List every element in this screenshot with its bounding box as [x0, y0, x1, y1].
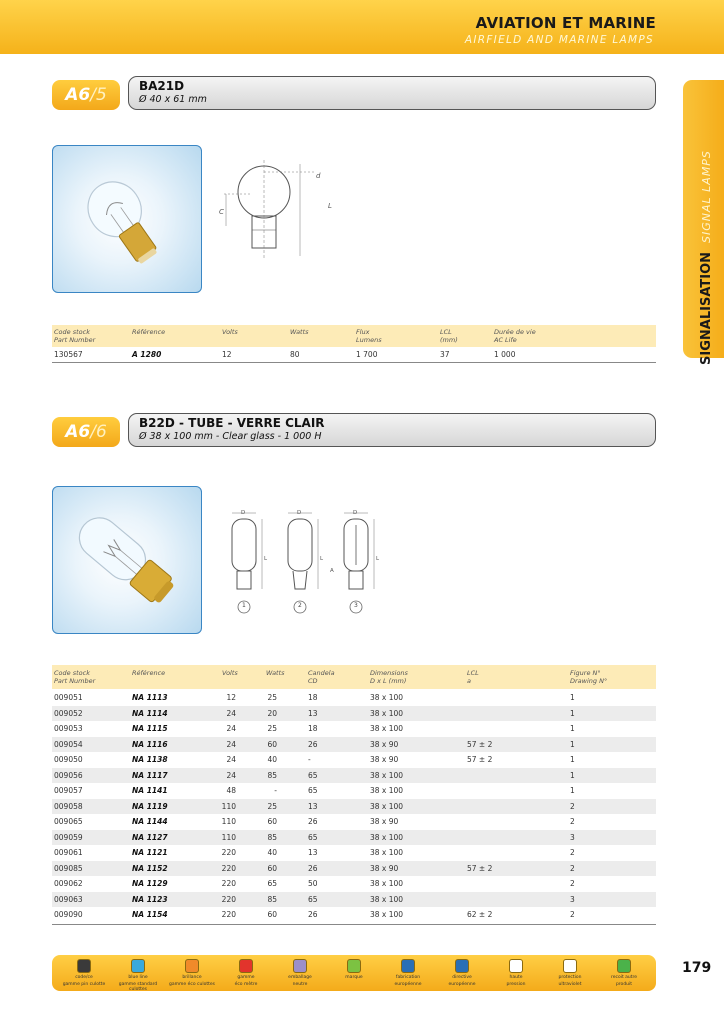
s2-cell: 1 — [570, 693, 575, 702]
bulb-ba21d-image — [53, 146, 201, 292]
s2-cell: 18 — [308, 724, 318, 733]
s2-cell-reference: NA 1116 — [132, 739, 168, 749]
section2-technical-drawings — [222, 505, 378, 617]
s2-cell: 60 — [267, 863, 277, 873]
s2-cell: 3 — [570, 832, 575, 842]
s2-cell: 009051 — [54, 693, 83, 702]
s2-cell: 220 — [221, 894, 236, 904]
legend-label-line1: protection — [558, 975, 582, 980]
s2-cell: 009052 — [54, 708, 83, 718]
s1-cell: 1 000 — [494, 350, 516, 359]
bulb-b22d-tube-image — [53, 487, 201, 633]
s2-cell: 26 — [308, 739, 318, 749]
legend-badge-icon — [617, 959, 631, 973]
s2-table-bottom-rule — [52, 924, 656, 925]
s2-cell: 1 — [570, 786, 575, 795]
legend-label-line2: européenne — [394, 982, 422, 987]
s2-cell-reference: NA 1123 — [132, 894, 168, 904]
s2-cell: 62 ± 2 — [467, 910, 493, 919]
s2-cell: 1 — [570, 755, 575, 764]
legend-label-line1: code/ce — [75, 975, 93, 980]
s2-col-header — [266, 669, 285, 677]
s2-cell-reference: NA 1119 — [132, 801, 168, 811]
s2-cell: 12 — [226, 693, 236, 702]
s1-col-header-line2: (mm) — [440, 336, 458, 344]
s2-col-header — [370, 669, 408, 685]
s2-cell: 2 — [570, 817, 575, 826]
s2-cell-reference: NA 1127 — [132, 832, 168, 842]
s2-col-header-line1: Référence — [132, 669, 166, 677]
s2-cell: 2 — [570, 801, 575, 811]
s2-cell: 57 ± 2 — [467, 863, 493, 873]
s2-cell: 38 x 100 — [370, 832, 404, 842]
s1-cell: 1 700 — [356, 350, 378, 359]
s2-cell: 25 — [267, 693, 277, 702]
s1-cell: 12 — [222, 350, 232, 359]
s2-cell: 85 — [267, 770, 277, 780]
legend-badge-icon — [347, 959, 361, 973]
s2-cell-reference: NA 1152 — [132, 863, 168, 873]
s2-cell-reference: NA 1129 — [132, 879, 168, 888]
s2-cell: 009054 — [54, 739, 83, 749]
legend-label-line2: gamme pin culotte — [62, 982, 106, 987]
s2-col-header-line1: Figure N° — [570, 669, 601, 677]
s2-cell: 220 — [221, 879, 236, 888]
s2-cell: 26 — [308, 817, 318, 826]
s1-col-header — [440, 328, 458, 344]
drawing-number-3: 3 — [354, 602, 358, 609]
s1-col-header — [132, 328, 165, 336]
drawing2-label-l-2: L — [320, 556, 324, 562]
s2-cell: 65 — [308, 894, 318, 904]
s2-cell: 65 — [308, 832, 318, 842]
s2-col-header — [222, 669, 238, 677]
s2-cell: 009062 — [54, 879, 83, 888]
page-subtitle: AIRFIELD AND MARINE LAMPS — [464, 34, 654, 46]
section1-badge-main: A6 — [65, 85, 91, 105]
s2-cell: 009056 — [54, 770, 83, 780]
s2-cell: 009065 — [54, 817, 83, 826]
section2-subtitle: Ø 38 x 100 mm - Clear glass - 1 000 H — [139, 431, 322, 442]
section1-title-box — [128, 76, 656, 110]
s2-cell: 48 — [226, 786, 236, 795]
s2-cell-reference: NA 1154 — [132, 910, 168, 919]
section1-badge-sub: /5 — [90, 85, 107, 105]
s2-cell: 20 — [267, 708, 277, 718]
section1-badge — [52, 80, 120, 110]
legend-badge-icon — [509, 959, 523, 973]
s2-cell: 009050 — [54, 755, 83, 764]
legend-badge-icon — [401, 959, 415, 973]
s2-cell: 38 x 90 — [370, 863, 399, 873]
s2-cell: 40 — [267, 848, 277, 857]
s2-col-header-line2: CD — [308, 677, 318, 685]
legend-label-line1: blue line — [128, 975, 148, 980]
s2-cell: 26 — [308, 863, 318, 873]
s2-cell: 25 — [267, 724, 277, 733]
s2-cell: 220 — [221, 910, 236, 919]
s1-col-header — [494, 328, 536, 344]
s1-col-header-line2: AC Life — [494, 336, 517, 344]
s1-col-header-line1: Watts — [290, 328, 309, 336]
legend-label-line1: directive — [452, 975, 472, 980]
s1-col-header-line1: Durée de vie — [494, 328, 536, 336]
legend-label-line2: gamme éco culottes — [169, 982, 215, 987]
s1-col-header — [222, 328, 238, 336]
s2-cell: 13 — [308, 708, 318, 718]
s2-cell: 60 — [267, 739, 277, 749]
s2-cell-reference: NA 1141 — [132, 786, 168, 795]
drawing2-label-d: D — [241, 510, 246, 516]
s2-cell: 38 x 100 — [370, 848, 404, 857]
s2-cell: 38 x 90 — [370, 817, 399, 826]
s1-cell-reference: A 1280 — [132, 350, 162, 359]
legend-label-line1: marque — [345, 975, 363, 980]
s2-cell: 2 — [570, 863, 575, 873]
s2-cell-reference: NA 1113 — [132, 693, 168, 702]
footer-legend-item — [168, 959, 216, 987]
s2-col-header-line2: Drawing N° — [570, 677, 608, 685]
footer-legend-item — [384, 959, 432, 987]
legend-badge-icon — [185, 959, 199, 973]
s2-cell: 38 x 100 — [370, 910, 404, 919]
section2-badge — [52, 417, 120, 447]
s2-cell: 38 x 100 — [370, 786, 404, 795]
legend-badge-icon — [293, 959, 307, 973]
s2-cell: 009053 — [54, 724, 83, 733]
legend-badge-icon — [131, 959, 145, 973]
s1-cell: 130567 — [54, 350, 83, 359]
legend-label-line2: éco mètre — [234, 982, 258, 987]
s2-cell: 38 x 100 — [370, 724, 404, 733]
s2-cell: 3 — [570, 894, 575, 904]
s2-cell: 65 — [308, 786, 318, 795]
legend-label-line1: emballage — [288, 975, 312, 980]
section2-badge-main: A6 — [65, 422, 91, 442]
footer-legend-item — [276, 959, 324, 987]
legend-label-line1: haute — [509, 975, 523, 980]
section1-photo — [52, 145, 202, 293]
section1-title: BA21D — [139, 79, 185, 93]
s2-cell: 1 — [570, 739, 575, 749]
s2-cell: 1 — [570, 724, 575, 733]
s1-col-header-line1: Code stock — [54, 328, 90, 336]
s2-col-header-line2: Part Number — [54, 677, 96, 685]
footer-legend-item — [546, 959, 594, 987]
s2-cell: 220 — [221, 848, 236, 857]
s1-cell: 37 — [440, 350, 450, 359]
drawing2-label-d-3: D — [353, 510, 358, 516]
s1-col-header-line1: Flux — [356, 328, 370, 336]
s2-cell: 26 — [308, 910, 318, 919]
legend-label-line2: ultraviolet — [558, 982, 582, 987]
s2-cell-reference: NA 1138 — [132, 755, 168, 764]
section2-badge-sub: /6 — [90, 422, 107, 442]
s2-cell: 009085 — [54, 863, 83, 873]
section1-subtitle: Ø 40 x 61 mm — [139, 94, 207, 105]
s2-cell: 38 x 90 — [370, 755, 399, 764]
s2-cell: 2 — [570, 879, 575, 888]
s2-cell: 60 — [267, 910, 277, 919]
s1-col-header-line2: Lumens — [356, 336, 382, 344]
s2-cell: 110 — [221, 832, 236, 842]
legend-label-line2: gamme standard culottes — [118, 982, 158, 992]
s2-cell: 38 x 100 — [370, 801, 404, 811]
s2-cell: 110 — [221, 817, 236, 826]
s1-col-header-line1: Référence — [132, 328, 166, 336]
s2-cell: 38 x 100 — [370, 708, 404, 718]
drawing-number-1: 1 — [242, 602, 246, 609]
s1-col-header-line2: Part Number — [54, 336, 96, 344]
section2-title-box — [128, 413, 656, 447]
legend-label-line2: pression — [506, 982, 526, 987]
s2-cell: 65 — [308, 770, 318, 780]
s2-cell: 85 — [267, 894, 277, 904]
side-tab-label — [697, 150, 716, 365]
legend-label-line1: gamme — [237, 975, 255, 980]
legend-badge-icon — [77, 959, 91, 973]
s1-col-header — [54, 328, 95, 344]
s2-cell: 38 x 100 — [370, 894, 404, 904]
s1-col-header-line1: LCL — [440, 328, 452, 336]
s2-cell: 220 — [221, 863, 236, 873]
s2-cell: 57 ± 2 — [467, 755, 493, 764]
footer-legend-item — [492, 959, 540, 987]
s2-cell: 25 — [267, 801, 277, 811]
drawing2-label-d-2: D — [297, 510, 302, 516]
s2-col-header-line1: Volts — [222, 669, 238, 677]
s2-col-header — [570, 669, 607, 685]
s2-cell: 1 — [570, 770, 575, 780]
s2-cell-reference: NA 1115 — [132, 724, 168, 733]
s2-cell: 24 — [226, 708, 236, 718]
s1-col-header — [290, 328, 309, 336]
s2-cell: 38 x 90 — [370, 739, 399, 749]
footer-legend-item — [222, 959, 270, 987]
side-tab-subtitle: SIGNAL LAMPS — [700, 150, 713, 243]
s2-cell: 2 — [570, 848, 575, 857]
section2-photo — [52, 486, 202, 634]
legend-label-line1: fabrication — [395, 975, 421, 980]
drawing2-label-l: L — [264, 556, 268, 562]
footer-legend-item — [438, 959, 486, 987]
drawing2-label-a: A — [330, 568, 334, 574]
s2-cell: 009059 — [54, 832, 83, 842]
s2-cell: 38 x 100 — [370, 693, 404, 702]
s2-cell: 24 — [226, 755, 236, 764]
drawing-label-l: L — [328, 202, 332, 210]
s2-col-header — [54, 669, 95, 685]
s2-cell: 38 x 100 — [370, 879, 404, 888]
footer-legend-item — [60, 959, 108, 987]
legend-label-line2: européenne — [448, 982, 476, 987]
s2-col-header-line1: Code stock — [54, 669, 90, 677]
s2-cell: 1 — [570, 708, 575, 718]
legend-label-line2: produit — [615, 982, 633, 987]
s2-cell: 85 — [267, 832, 277, 842]
s2-col-header — [467, 669, 479, 685]
s2-cell-reference: NA 1121 — [132, 848, 168, 857]
drawing-label-d: d — [316, 172, 321, 180]
s2-cell: 57 ± 2 — [467, 739, 493, 749]
s1-row-rule — [52, 362, 656, 363]
drawing2-label-l-3: L — [376, 556, 380, 562]
legend-badge-icon — [239, 959, 253, 973]
s2-col-header-line1: Dimensions — [370, 669, 408, 677]
s2-cell: 38 x 100 — [370, 770, 404, 780]
s2-cell: - — [274, 786, 277, 795]
s2-cell: 009057 — [54, 786, 83, 795]
s1-col-header-line1: Volts — [222, 328, 238, 336]
footer-legend-item — [600, 959, 648, 987]
s2-cell: 009058 — [54, 801, 83, 811]
s2-cell: 18 — [308, 693, 318, 702]
s2-cell: 24 — [226, 724, 236, 733]
s2-cell: 24 — [226, 770, 236, 780]
footer-legend-item — [330, 959, 378, 982]
s2-col-header-line2: a — [467, 677, 471, 685]
s2-cell: 50 — [308, 879, 318, 888]
s2-col-header-line1: LCL — [467, 669, 479, 677]
s2-cell: 110 — [221, 801, 236, 811]
s1-col-header — [356, 328, 382, 344]
legend-label-line2: neutre — [292, 982, 308, 987]
s2-cell: 40 — [267, 755, 277, 764]
footer-legend-item — [114, 959, 162, 992]
s2-cell: 60 — [267, 817, 277, 826]
page-number: 179 — [682, 960, 712, 976]
s2-cell: 24 — [226, 739, 236, 749]
s2-col-header — [308, 669, 335, 685]
s2-col-header-line2: D x L (mm) — [370, 677, 407, 685]
s2-cell-reference: NA 1117 — [132, 770, 168, 780]
s2-cell: 009061 — [54, 848, 83, 857]
legend-label-line1: recoit autre — [610, 975, 638, 980]
s1-cell: 80 — [290, 350, 300, 359]
s2-cell: 009063 — [54, 894, 83, 904]
section2-title: B22D - TUBE - VERRE CLAIR — [139, 416, 325, 430]
side-tab-title: SIGNALISATION — [699, 251, 714, 365]
s2-cell-reference: NA 1144 — [132, 817, 168, 826]
page-title: AVIATION ET MARINE — [475, 14, 656, 32]
s2-cell: 65 — [267, 879, 277, 888]
drawing-label-c: C — [219, 208, 224, 216]
s2-cell: - — [308, 755, 311, 764]
legend-label-line1: brillance — [182, 975, 202, 980]
legend-badge-icon — [455, 959, 469, 973]
drawing-number-2: 2 — [298, 602, 302, 609]
s2-col-header-line1: Watts — [266, 669, 285, 677]
s2-cell: 13 — [308, 801, 318, 811]
s2-cell: 13 — [308, 848, 318, 857]
s2-col-header-line1: Candela — [308, 669, 335, 677]
s2-cell: 009090 — [54, 910, 83, 919]
s2-col-header — [132, 669, 165, 677]
legend-badge-icon — [563, 959, 577, 973]
s2-cell: 2 — [570, 910, 575, 919]
s2-cell-reference: NA 1114 — [132, 708, 168, 718]
